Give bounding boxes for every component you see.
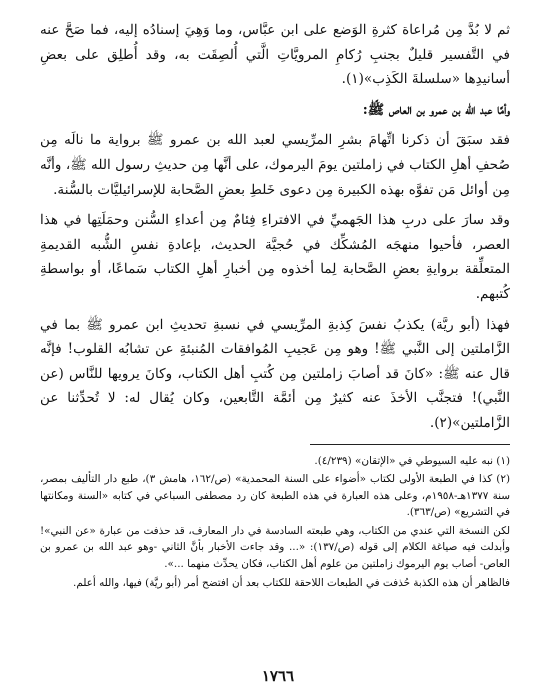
footnote-1: (١) نبه عليه السيوطي في «الإتقان» (٤/٢٣٩). bbox=[314, 454, 510, 467]
section-heading: وأمَّا عبد الله بن عمرو بن العاص ﷺ: bbox=[362, 101, 510, 118]
paragraph-modern-opponents: وقد سارَ على دربِ هذا الجَهميِّ في الافتراءِ فِئامٌ مِن أعداءِ السُّنن وحمَلَتِها في هذا العصر، فأحيوا منهجَه المُشكِّك في حُجيَّة الحديث، بإعادةِ نفسِ الشُّبه القديمةِ المتعلِّقة بروايةِ بعضِ الصَّحابة لِما أخذوه مِن أخبارِ أهلِ الكتاب سَماعًا، أو بواسطةِ كُتبهم. bbox=[40, 212, 510, 302]
paragraph-ibn-abbas: ثم لا بُدَّ مِن مُراعاة كثرةِ الوَضع على ابن عبَّاس، وما وَهِيَ إسنادُه إليه، فما صَحَّ عنه في التَّفسير قليلٌ بجنبِ رُكامِ المرويَّاتِ الَّتي أُلصِقَت به، وقد أُطلِق على بعضِ أسانيدِها «سلسلةَ الكَذِب»(١). bbox=[40, 22, 510, 88]
footnote-divider bbox=[310, 444, 510, 445]
footnote-2-continued: لكن النسخة التي عندي من الكتاب، وهي طبعته السادسة في دار المعارف، قد حذفت من عبارة «عن النبي»! وأبدلت فيه صياغة الكلام إلى قوله (ص/١٣٧): «... وقد جاءت الأخبار بأنَّ الثاني -وهو عبد الله بن عمرو بن العاص- أصاب يوم اليرموك زاملتين من علوم أهل الكتاب، فكان يحدِّث منهما ...». bbox=[40, 524, 510, 571]
footnote-2: (٢) كذا في الطبعة الأولى لكتاب «أضواء على السنة المحمدية» (ص/١٦٢، هامش ٣)، طبع دار التأليف بمصر، سنة ١٣٧٧هـ-١٩٥٨م، وعلى هذه العبارة في هذه الطبعة كان رد مصطفى السباعي في كتابه «السنة ومكانتها في التشريع» (ص/٣٦٣). bbox=[40, 473, 511, 519]
paragraph-marisi-accusation: فقد سبَقَ أن ذكرنا اتِّهامَ بشرِ المرِّيسي لعبد الله بن عمرو ﷺ برواية ما نالَه مِن صُحفِ أهلِ الكتاب في زاملتين يومَ اليرموك، على أنَّها مِن حديثِ رسول الله ﷺ، وأنَّه مِن أوائل مَن تفوَّه بهذه الكبيرة مِن دعوى خَلطِ بعضِ الصَّحابة للإسرائيليَّات بالسُّنة. bbox=[40, 132, 511, 198]
paragraph-abu-rayya: فهذا (أبو ريَّة) يكذبُ نفسَ كِذبةِ المرِّيسي في نسبةِ تحديثِ ابن عمرو ﷺ بما في الزَّاملتين إلى النَّبي ﷺ! وهو مِن عَجيبِ المُوافقات المُنبئةِ عن تشابُه القلوب! فإنَّه قال عنه ﷺ: «كانَ قد أصابَ زاملتين مِن كُتبِ أهل الكتاب، وكانَ يرويها للنَّاس (عن النَّبي)! فتجنَّب الأخذَ عنه كثيرٌ مِن أئمَّة التَّابعين، وكان يُقال له: لا تُحدِّثنا عن الزَّاملتين»(٢). bbox=[40, 316, 510, 431]
main-text bbox=[40, 18, 510, 436]
page-number: ١٧٦٦ bbox=[261, 667, 295, 685]
footnotes bbox=[40, 453, 510, 592]
footnote-2-conclusion: فالظاهر أن هذه الكذبة حُذفت في الطبعات اللاحقة للكتاب بعد أن افتضح أمر (أبو ريَّة) فيها، والله أعلم. bbox=[73, 576, 510, 589]
